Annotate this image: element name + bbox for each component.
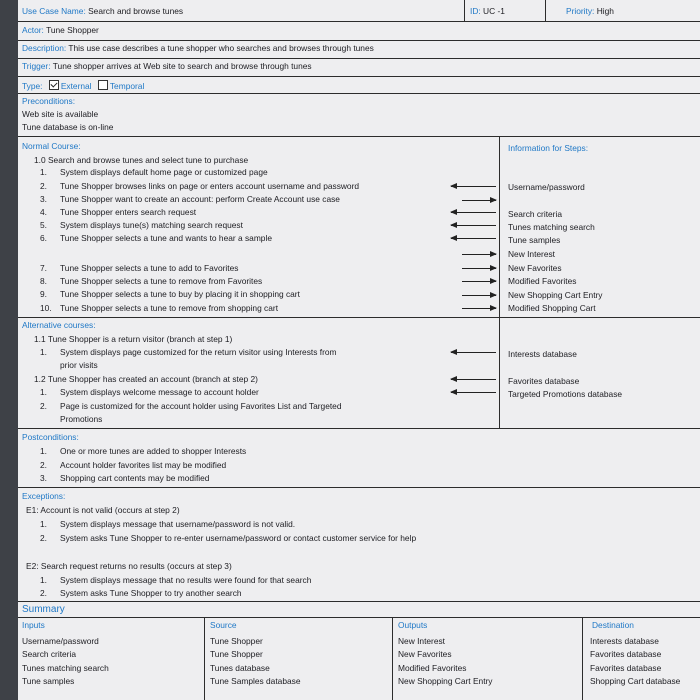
priority-label: Priority: [566,6,595,16]
alternative-column-divider [499,317,500,428]
alt-1-step-1 [40,348,337,356]
arrow-left-icon [451,352,496,353]
summary-source: Tunes database [210,663,270,673]
summary-header-destination: Destination [592,620,634,630]
exception-1-step [40,534,416,542]
external-label: External [60,81,92,91]
step-number: 2. [40,533,47,543]
summary-input: Tunes matching search [22,663,109,673]
description-label: Description: [22,43,67,53]
summary-destination: Favorites database [590,649,662,659]
step-text: System displays page customized for the return visitor using Interests from [60,347,337,357]
row-divider [18,76,700,77]
step-number: 3. [40,194,47,204]
item-number: 2. [40,460,47,470]
info-item: New Favorites [508,263,562,273]
temporal-checkbox[interactable] [98,80,108,90]
step-4 [40,208,196,216]
step-text: System displays tune(s) matching search request [60,220,243,230]
row-divider [18,601,700,602]
description-value: This use case describes a tune shopper who searches and browses through tunes [68,43,374,53]
summary-output: Modified Favorites [398,663,467,673]
summary-column-divider [392,617,393,700]
summary-header-source: Source [210,620,237,630]
step-number: 2. [40,181,47,191]
temporal-label: Temporal [109,81,145,91]
use-case-name-value: Search and browse tunes [88,6,184,16]
step-number: 5. [40,220,47,230]
row-divider [18,487,700,488]
step-text: Tune Shopper want to create an account: perform Create Account use case [60,194,340,204]
step-number: 9. [40,289,47,299]
exception-2-step [40,589,242,597]
summary-label: Summary [22,604,65,615]
trigger [22,62,312,70]
alt-2-info-1: Favorites database [508,376,580,386]
summary-header-inputs: Inputs [22,620,45,630]
step-text: Tune Shopper selects a tune to remove from shopping cart [60,303,279,313]
step-text: Tune Shopper selects a tune to buy by placing it in shopping cart [60,289,300,299]
alt-2-step-1 [40,388,259,396]
alt-1-step-1-cont: prior visits [60,360,98,370]
header-divider-2 [545,0,546,21]
summary-source: Tune Samples database [210,676,301,686]
normal-course-label: Normal Course: [22,141,81,151]
row-divider [18,58,700,59]
info-item: Modified Shopping Cart [508,303,596,313]
item-number: 3. [40,473,47,483]
step-number: 1. [40,387,47,397]
row-divider [18,21,700,22]
info-item: New Shopping Cart Entry [508,290,603,300]
actor-value: Tune Shopper [46,25,99,35]
exception-1-step [40,520,295,528]
priority-value: High [596,6,614,16]
row-divider [18,136,700,137]
postcondition-item [40,447,246,455]
step-text: Tune Shopper selects a tune to add to Favorites [60,263,239,273]
step-number: 2. [40,401,47,411]
alternative-courses-label: Alternative courses: [22,320,96,330]
step-6 [40,234,272,242]
info-item: New Interest [508,249,556,259]
arrow-right-icon [462,200,496,201]
exceptions-label: Exceptions: [22,491,66,501]
info-item: Search criteria [508,209,562,219]
row-divider [18,40,700,41]
summary-source: Tune Shopper [210,649,263,659]
step-text: System asks Tune Shopper to re-enter username/password or contact customer service for help [60,533,417,543]
row-divider [18,93,700,94]
step-text: System displays message that no results were found for that search [60,575,312,585]
item-text: Account holder favorites list may be modified [60,460,227,470]
summary-column-divider [582,617,583,700]
alt-2-step-2 [40,402,342,410]
trigger-value: Tune shopper arrives at Web site to search and browse through tunes [52,61,312,71]
step-text: System asks Tune Shopper to try another search [60,588,242,598]
arrow-left-icon [451,212,496,213]
use-case-name [22,7,183,15]
postconditions-label: Postconditions: [22,432,79,442]
summary-input: Username/password [22,636,99,646]
step-5 [40,221,243,229]
main-step: 1.0 Search and browse tunes and select tune to purchase [34,155,249,165]
step-number: 1. [40,575,47,585]
step-text: Tune Shopper browses links on page or enters account username and password [60,181,360,191]
exception-1-title: E1: Account is not valid (occurs at step 2) [26,505,180,515]
step-text: System displays message that username/password is not valid. [60,519,296,529]
arrow-left-icon [451,225,496,226]
row-divider [18,317,700,318]
description [22,44,374,52]
item-number: 1. [40,446,47,456]
step-number: 1. [40,167,47,177]
summary-column-divider [204,617,205,700]
id-value: UC -1 [483,6,505,16]
step-8 [40,277,262,285]
step-number: 6. [40,233,47,243]
step-text: Page is customized for the account holder using Favorites List and Targeted [60,401,342,411]
step-7 [40,264,238,272]
use-case-name-label: Use Case Name: [22,6,86,16]
header-divider-1 [464,0,465,21]
step-text: System displays welcome message to account holder [60,387,259,397]
priority [566,7,614,15]
arrow-left-icon [451,186,496,187]
step-text: Tune Shopper selects a tune and wants to hear a sample [60,233,272,243]
alt-2-step-2-cont: Promotions [60,414,103,424]
arrow-right-icon [462,295,496,296]
step-text: Tune Shopper enters search request [60,207,197,217]
step-3 [40,195,340,203]
step-text: System displays default home page or customized page [60,167,268,177]
step-9 [40,290,300,298]
step-2 [40,182,359,190]
step-number: 1. [40,519,47,529]
information-for-steps-label: Information for Steps: [508,143,589,153]
precondition-item: Web site is available [22,109,99,119]
summary-destination: Favorites database [590,663,662,673]
exception-2-step [40,576,311,584]
summary-output: New Shopping Cart Entry [398,676,493,686]
info-item: Username/password [508,182,585,192]
info-item: Tunes matching search [508,222,595,232]
postcondition-item [40,474,209,482]
precondition-item: Tune database is on-line [22,122,114,132]
step-1 [40,168,268,176]
step-number: 1. [40,347,47,357]
alt-1-info: Interests database [508,349,577,359]
alt-2-title: 1.2 Tune Shopper has created an account (branch at step 2) [34,374,258,384]
type-row [22,80,144,90]
arrow-left-icon [451,379,496,380]
arrow-right-icon [462,281,496,282]
exception-2-title: E2: Search request returns no results (occurs at step 3) [26,561,232,571]
summary-destination: Interests database [590,636,659,646]
step-number: 8. [40,276,47,286]
summary-output: New Favorites [398,649,452,659]
row-divider [18,428,700,429]
info-item: Modified Favorites [508,276,577,286]
row-divider [18,617,700,618]
summary-destination: Shopping Cart database [590,676,681,686]
arrow-left-icon [451,392,496,393]
item-text: Shopping cart contents may be modified [60,473,210,483]
arrow-right-icon [462,268,496,269]
step-number: 4. [40,207,47,217]
preconditions-label: Preconditions: [22,96,76,106]
actor-label: Actor: [22,25,44,35]
info-item: Tune samples [508,235,561,245]
arrow-left-icon [451,238,496,239]
item-text: One or more tunes are added to shopper Interests [60,446,247,456]
use-case-document [18,0,700,700]
step-number: 7. [40,263,47,273]
normal-course-column-divider [499,136,500,317]
step-number: 2. [40,588,47,598]
arrow-right-icon [462,308,496,309]
alt-2-info-2: Targeted Promotions database [508,389,623,399]
use-case-id [470,7,505,15]
step-10 [40,304,278,312]
postcondition-item [40,461,226,469]
summary-input: Search criteria [22,649,76,659]
trigger-label: Trigger: [22,61,51,71]
id-label: ID: [470,6,481,16]
summary-output: New Interest [398,636,446,646]
summary-header-outputs: Outputs [398,620,428,630]
step-text: Tune Shopper selects a tune to remove from Favorites [60,276,263,286]
summary-input: Tune samples [22,676,75,686]
external-checkbox[interactable] [49,80,59,90]
alt-1-title: 1.1 Tune Shopper is a return visitor (branch at step 1) [34,334,233,344]
summary-source: Tune Shopper [210,636,263,646]
type-label: Type: [22,81,43,91]
step-number: 10. [40,303,52,313]
arrow-right-icon [462,254,496,255]
actor [22,26,99,34]
